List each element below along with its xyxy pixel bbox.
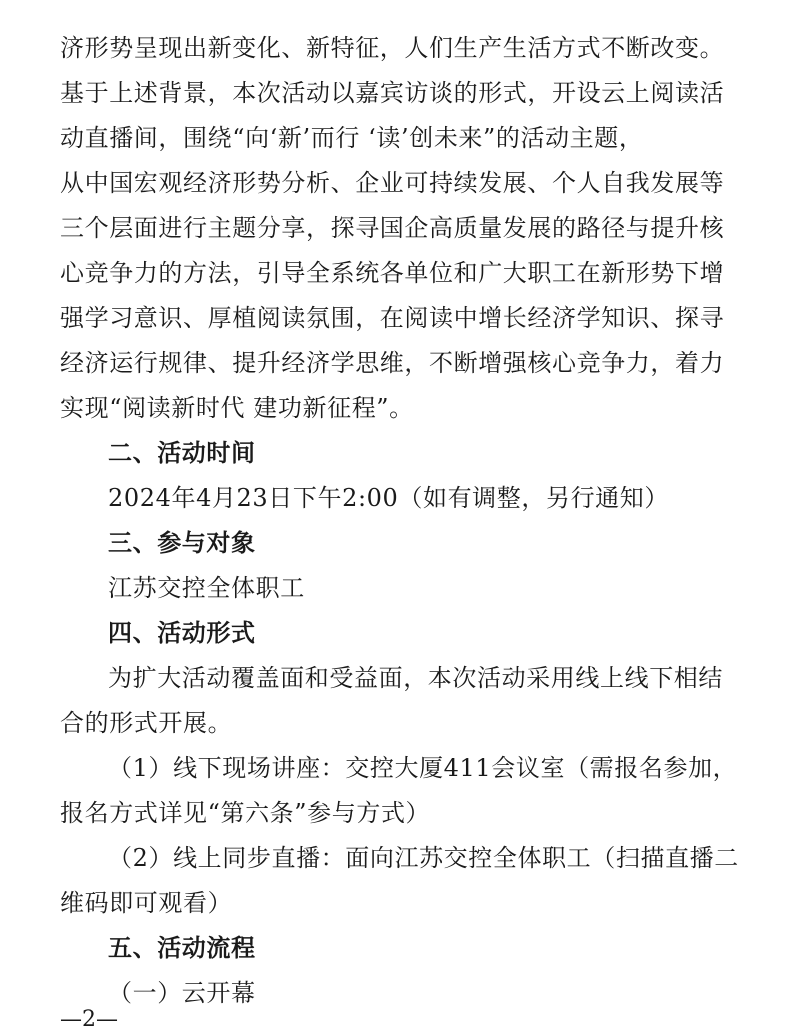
document-body xyxy=(60,26,760,1016)
paragraph-line: 动直播间，围绕“向‘新’而行 ‘读’创未来”的活动主题， xyxy=(60,124,644,152)
paragraph-line: 从中国宏观经济形势分析、企业可持续发展、个人自我发展等 xyxy=(60,169,725,197)
paragraph-line: 济形势呈现出新变化、新特征，人们生产生活方式不断改变。 xyxy=(60,34,725,62)
format-paragraph-line: 合的形式开展。 xyxy=(60,709,233,737)
section-heading-process: 五、活动流程 xyxy=(108,934,256,962)
paragraph-line: 基于上述背景，本次活动以嘉宾访谈的形式，开设云上阅读活 xyxy=(60,79,725,107)
subsection-cloud-opening: （一）云开幕 xyxy=(108,979,256,1007)
section-heading-time: 二、活动时间 xyxy=(108,439,256,467)
paragraph-line: 强学习意识、厚植阅读氛围，在阅读中增长经济学知识、探寻 xyxy=(60,304,725,332)
paragraph-line: 三个层面进行主题分享，探寻国企高质量发展的路径与提升核 xyxy=(60,214,725,242)
section-heading-format: 四、活动形式 xyxy=(108,619,256,647)
page-number: —2— xyxy=(60,1007,118,1032)
section-heading-participants: 三、参与对象 xyxy=(108,529,256,557)
online-stream-item: （2）线上同步直播：面向江苏交控全体职工（扫描直播二 xyxy=(108,844,739,872)
online-stream-item-continued: 维码即可观看） xyxy=(60,889,233,917)
offline-lecture-item: （1）线下现场讲座：交控大厦411会议室（需报名参加， xyxy=(108,754,738,782)
participants-text: 江苏交控全体职工 xyxy=(108,574,305,602)
paragraph-line: 心竞争力的方法，引导全系统各单位和广大职工在新形势下增 xyxy=(60,259,725,287)
paragraph-line: 实现“阅读新时代 建功新征程”。 xyxy=(60,394,414,422)
paragraph-line: 经济运行规律、提升经济学思维，不断增强核心竞争力，着力 xyxy=(60,349,725,377)
offline-lecture-item-continued: 报名方式详见“第六条”参与方式） xyxy=(60,799,431,827)
format-paragraph-line: 为扩大活动覆盖面和受益面，本次活动采用线上线下相结 xyxy=(108,664,723,692)
activity-time-text: 2024年4月23日下午2:00（如有调整，另行通知） xyxy=(108,484,669,512)
